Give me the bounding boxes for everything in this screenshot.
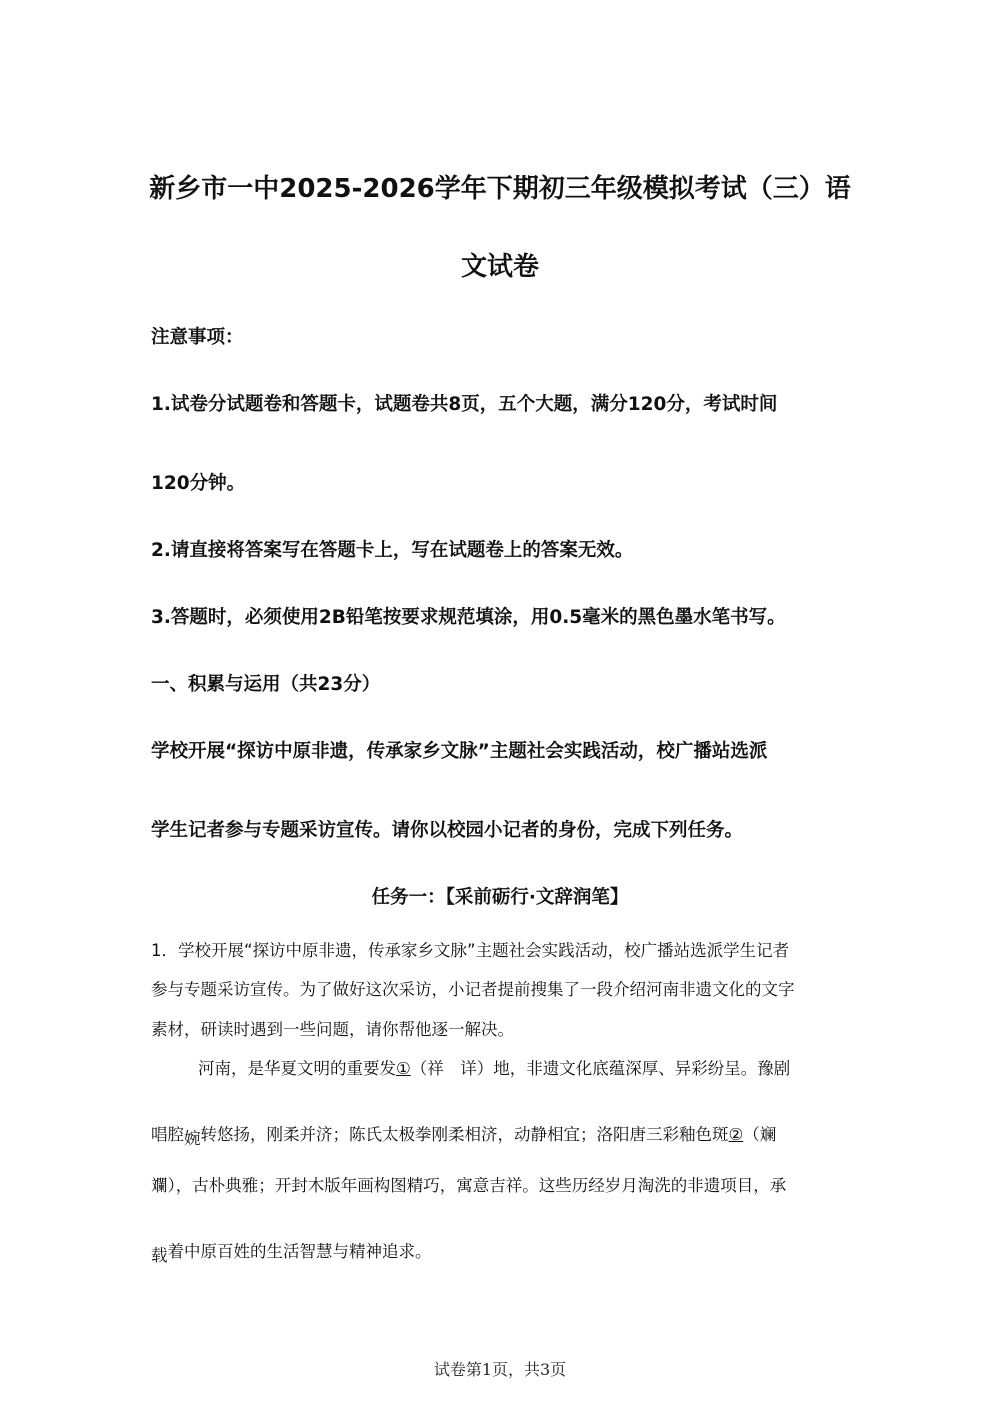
- passage-text: 河南，是华夏文明的重要发: [198, 1059, 396, 1078]
- notice-item-1-cont: 120分钟。: [151, 473, 246, 494]
- page-footer: 试卷第1页，共3页: [433, 1360, 567, 1379]
- notice-item-3: 3.答题时，必须使用2B铅笔按要求规范填涂，用0.5毫米的黑色墨水笔书写。: [151, 607, 786, 628]
- pinyin-target-char: 载: [151, 1246, 168, 1265]
- passage-line2: [151, 1121, 777, 1148]
- task-heading: 任务一：【采前砺行·文辞润笔】: [371, 887, 629, 908]
- page-title-line2: 文试卷: [460, 252, 539, 282]
- passage-text: 唱腔: [151, 1125, 184, 1144]
- passage-line4: [151, 1238, 432, 1265]
- section-intro-line2: 学生记者参与专题采访宣传。请你以校园小记者的身份，完成下列任务。: [151, 820, 744, 841]
- passage-text: 着中原百姓的生活智慧与精神追求。: [167, 1242, 432, 1261]
- passage-text: （斓: [743, 1125, 777, 1144]
- section-heading: 一、积累与运用（共23分）: [151, 674, 381, 695]
- question-text-line2: 参与专题采访宣传。为了做好这次采访，小记者提前搜集了一段介绍河南非遗文化的文字: [151, 980, 795, 999]
- passage-text: 转悠扬，刚柔并济；陈氏太极拳刚柔相济，动静相宜；洛阳唐三彩釉色斑: [200, 1125, 729, 1144]
- question-text-line1: 1．学校开展“探访中原非遗，传承家乡文脉”主题社会实践活动，校广播站选派学生记者: [151, 941, 790, 960]
- notice-item-1: 1.试卷分试题卷和答题卡，试题卷共8页，五个大题，满分120分，考试时间: [151, 394, 778, 415]
- passage-line1: [198, 1055, 790, 1079]
- blank-1: ①: [396, 1059, 411, 1078]
- passage-text: （祥 详）地，非遗文化底蕴深厚、异彩纷呈。豫剧: [410, 1059, 791, 1078]
- notice-heading: 注意事项：: [151, 327, 244, 348]
- page-title-line1: 新乡市一中2025-2026学年下期初三年级模拟考试（三）语: [149, 174, 851, 204]
- question-text-line3: 素材，研读时遇到一些问题，请你帮他逐一解决。: [151, 1020, 514, 1039]
- passage-line3: 斕），古朴典雅；开封木版年画构图精巧，寓意吉祥。这些历经岁月淘洗的非遗项目，承: [151, 1176, 787, 1195]
- notice-item-2: 2.请直接将答案写在答题卡上，写在试题卷上的答案无效。: [151, 540, 634, 561]
- blank-2: ②: [728, 1125, 744, 1144]
- pinyin-target-char: 婉: [184, 1129, 201, 1148]
- section-intro-line1: 学校开展“探访中原非遗，传承家乡文脉”主题社会实践活动，校广播站选派: [151, 741, 768, 762]
